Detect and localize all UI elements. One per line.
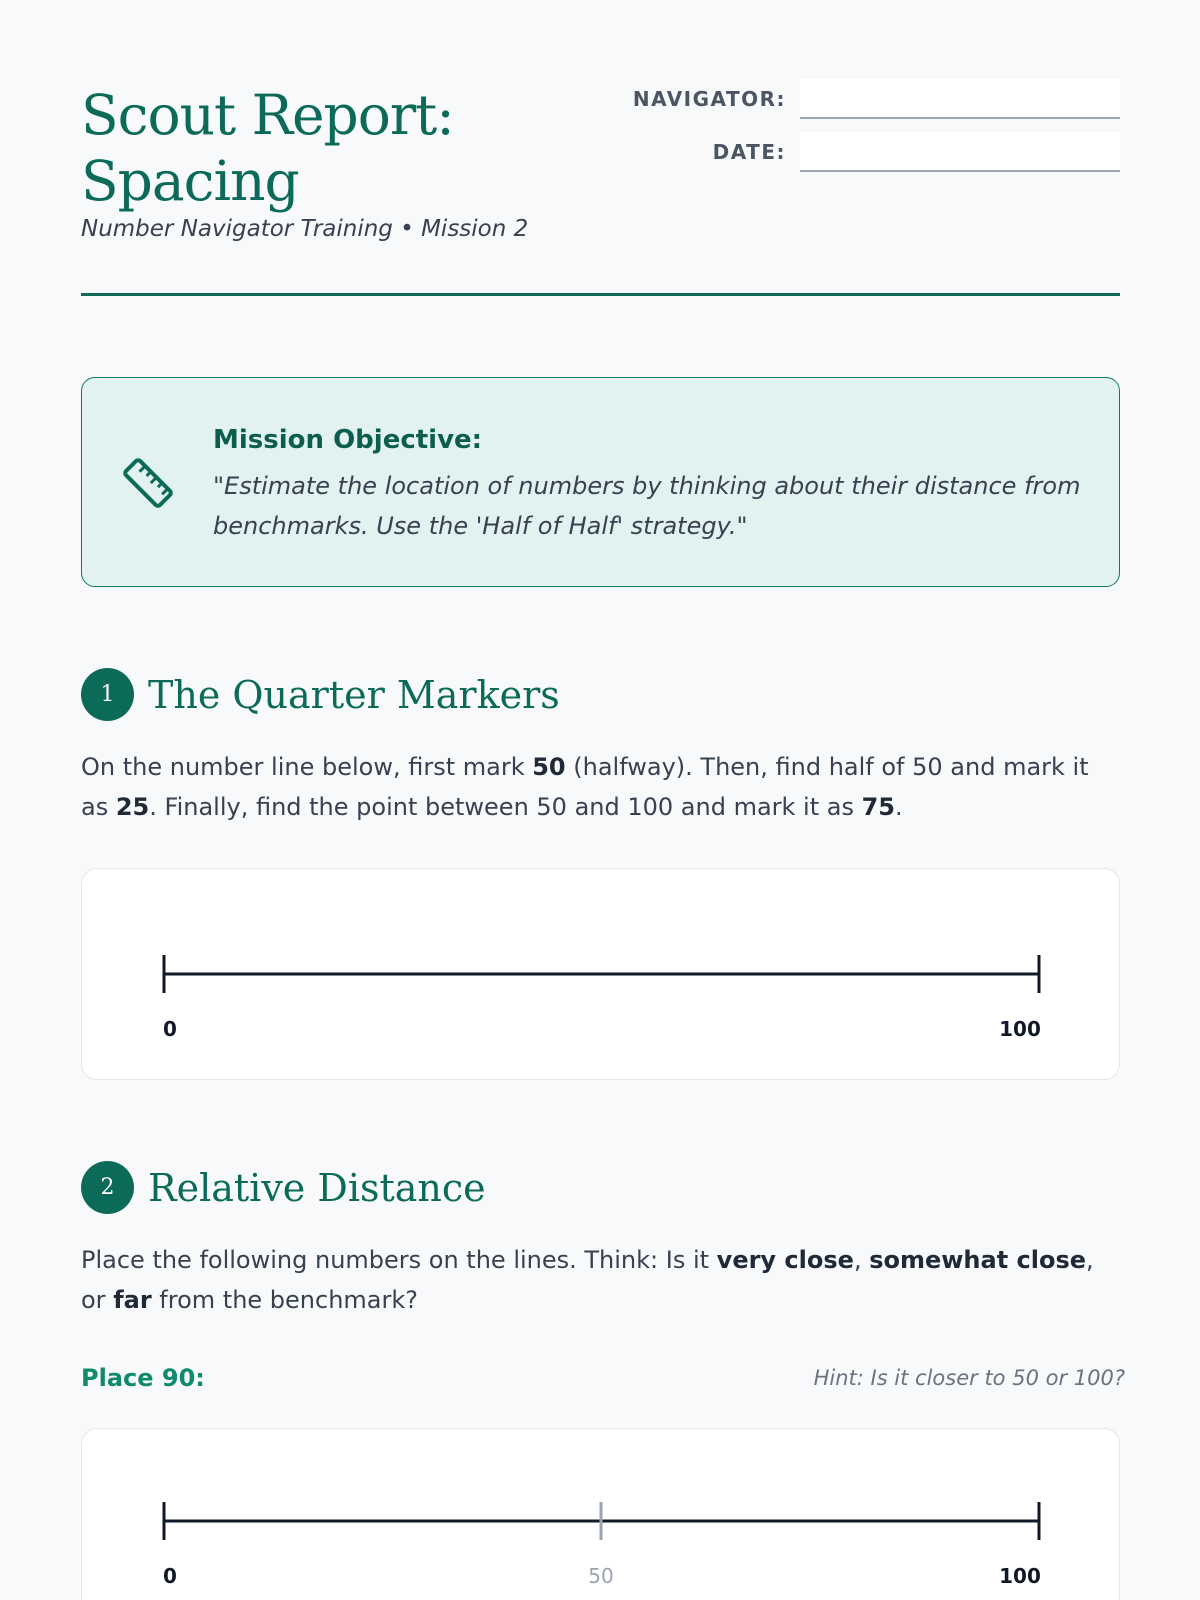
tick-label-end: 100: [999, 1017, 1041, 1041]
section-2-title: Relative Distance: [148, 1165, 486, 1210]
section-1-number: 1: [81, 668, 134, 721]
header-divider: [81, 293, 1120, 296]
instr-text: ,: [853, 1246, 870, 1274]
tick-label-start: 0: [163, 1564, 177, 1588]
section-1-header: [81, 668, 560, 721]
instr-text: , or: [81, 1246, 1094, 1314]
title-line-2: Spacing: [81, 149, 299, 213]
instr-bold-50: 50: [532, 753, 566, 781]
instr-text: . Finally, find the point between 50 and 100 and mark it as: [149, 793, 862, 821]
instr-bold-very-close: very close: [716, 1246, 854, 1274]
tick-label-end: 100: [999, 1564, 1041, 1588]
instr-bold-25: 25: [115, 793, 150, 821]
section-2-instructions: [81, 1240, 1120, 1320]
date-field[interactable]: [800, 132, 1120, 172]
objective-title: Mission Objective:: [213, 425, 483, 455]
section-1-title: The Quarter Markers: [148, 672, 560, 717]
instr-text: .: [895, 793, 903, 821]
mission-objective-box: [81, 377, 1120, 587]
instr-bold-far: far: [113, 1286, 152, 1314]
objective-text: "Estimate the location of numbers by thinking about their distance from benchmarks. Use the 'Half of Half' strategy.": [213, 472, 1081, 540]
ruler-icon: [120, 455, 176, 511]
page-subtitle: Number Navigator Training • Mission 2: [81, 216, 529, 242]
tick-label-start: 0: [163, 1017, 177, 1041]
date-label: DATE:: [712, 140, 786, 164]
navigator-label: NAVIGATOR:: [632, 87, 786, 111]
number-line-card-1[interactable]: [81, 868, 1120, 1080]
instr-text: from the benchmark?: [151, 1286, 419, 1314]
title-line-1: Scout Report:: [81, 83, 454, 147]
section-2-number: 2: [81, 1161, 134, 1214]
worksheet-page: [81, 0, 1125, 1600]
number-line-2[interactable]: [82, 1429, 1121, 1600]
place-90-label: Place 90:: [81, 1364, 205, 1392]
instr-bold-75: 75: [861, 793, 896, 821]
section-2-header: [81, 1161, 486, 1214]
place-90-hint: Hint: Is it closer to 50 or 100?: [813, 1366, 1125, 1390]
instr-text: On the number line below, first mark: [81, 753, 533, 781]
section-1-instructions: [81, 747, 1120, 827]
page-title: [81, 82, 601, 214]
instr-text: (halfway). Then, find half of 50 and mark it as: [81, 753, 1089, 821]
number-line-1[interactable]: [82, 869, 1121, 1081]
instr-text: Place the following numbers on the lines. Think: Is it: [81, 1246, 717, 1274]
navigator-field[interactable]: [800, 79, 1120, 119]
instr-bold-somewhat-close: somewhat close: [869, 1246, 1087, 1274]
tick-label-mid: 50: [588, 1564, 614, 1588]
number-line-card-2[interactable]: [81, 1428, 1120, 1600]
date-field-row: [713, 132, 1120, 172]
navigator-field-row: [633, 79, 1120, 119]
